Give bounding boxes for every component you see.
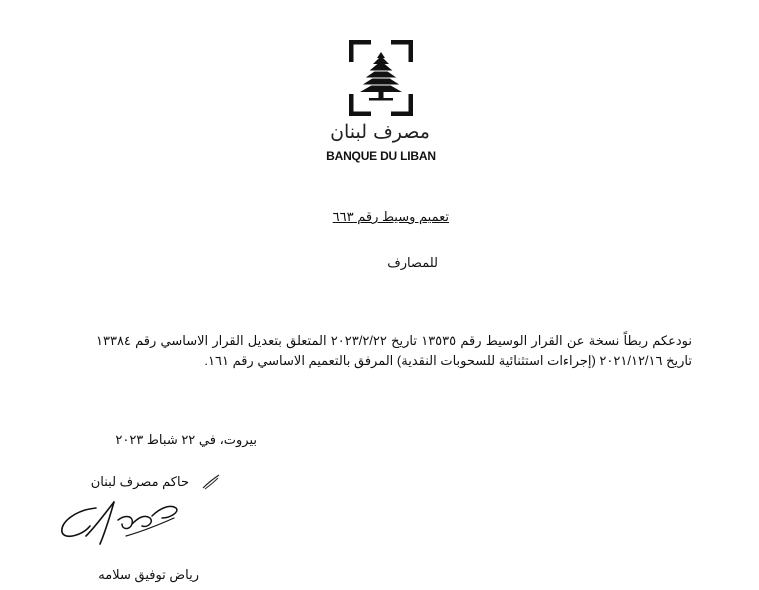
addressee: للمصارف bbox=[387, 255, 438, 270]
pen-mark-icon bbox=[201, 474, 221, 490]
cedar-tree-icon bbox=[349, 40, 413, 116]
bank-name-arabic: مصرف لبنان bbox=[330, 121, 430, 143]
bank-name-latin: BANQUE DU LIBAN bbox=[326, 149, 436, 163]
body-paragraph: نودعكم ربطاً نسخة عن القرار الوسيط رقم ١٣٥٣٥ تاريخ ٢٠٢٣/٢/٢٢ المتعلق بتعديل القرار الاساسي رقم ١٣٣٨٤ تاريخ ٢٠٢١/١٢/١٦ (إجراءات استثنائية للسحوبات النقدية) المرفق بالتعميم الاساسي رقم ١٦١. bbox=[96, 333, 692, 368]
handwritten-signature bbox=[56, 496, 190, 552]
signer-name: رياض توفيق سلامه bbox=[98, 567, 199, 582]
date-line: بيروت، في ٢٢ شباط ٢٠٢٣ bbox=[115, 432, 257, 447]
circular-title: تعميم وسيط رقم ٦٦٣ bbox=[332, 209, 449, 224]
governor-title: حاكم مصرف لبنان bbox=[90, 474, 189, 489]
